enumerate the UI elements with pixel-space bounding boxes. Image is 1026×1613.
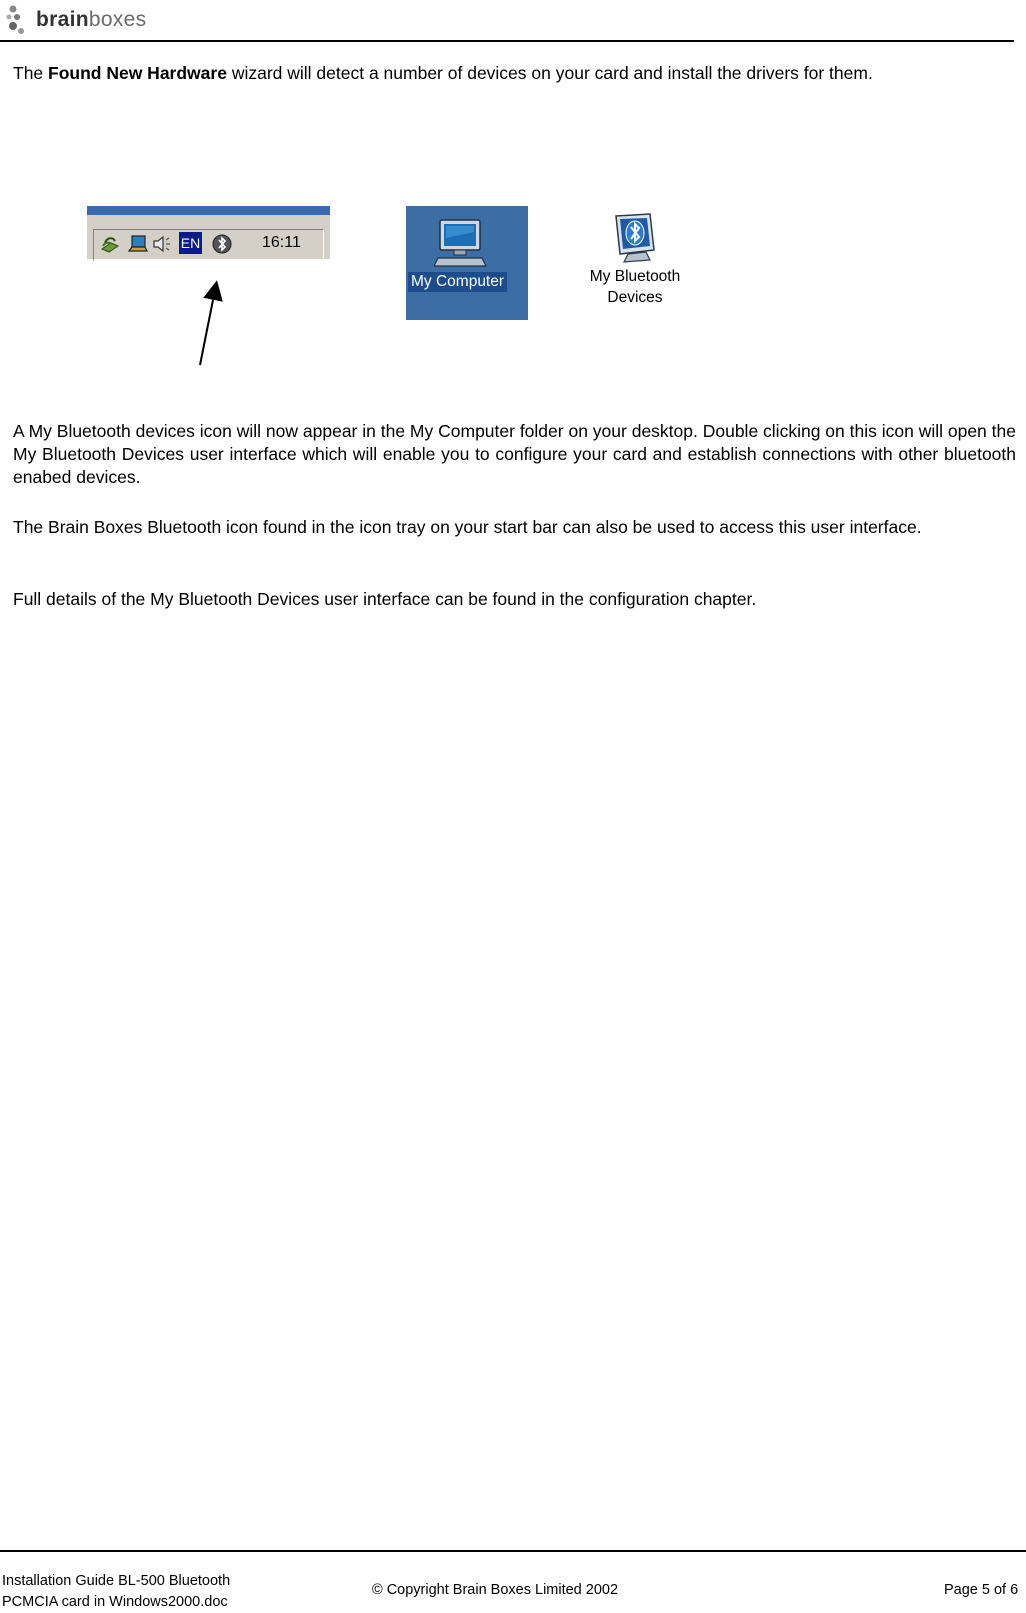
taskbar-tray-screenshot <box>87 206 330 259</box>
network-icon <box>99 233 121 255</box>
logo-text-light: boxes <box>88 8 147 31</box>
p1-prefix: The <box>13 63 44 83</box>
bluetooth-tray-icon[interactable] <box>211 233 233 255</box>
computer-icon <box>434 216 490 272</box>
bluetooth-devices-icon <box>610 210 660 266</box>
bluetooth-icon-paragraph: A My Bluetooth devices icon will now appear in the My Computer folder on your desktop. Double clicking on this icon will open the My Bluetooth Devices user interface which will enable you to configure your card and establish connections with other bluetooth enabed devices. <box>13 421 1016 487</box>
p1-suffix: wizard will detect a number of devices on your card and install the drivers for them. <box>231 63 873 83</box>
my-bluetooth-label-line2: Devices <box>607 289 663 306</box>
my-bluetooth-label-line1: My Bluetooth <box>589 268 681 285</box>
my-computer-desktop-icon[interactable] <box>406 206 528 320</box>
footer-copyright: © Copyright Brain Boxes Limited 2002 <box>372 1582 619 1598</box>
brainboxes-logo <box>4 4 204 36</box>
footer-page-number: Page 5 of 6 <box>944 1582 1019 1598</box>
footer-rule <box>0 1550 1026 1552</box>
my-bluetooth-devices-icon[interactable] <box>575 208 695 314</box>
footer-document-name <box>2 1571 230 1613</box>
found-new-hardware-text: Found New Hardware <box>48 63 227 83</box>
speaker-icon <box>151 233 175 255</box>
tray-clock: 16:11 <box>262 234 301 251</box>
taskbar-top-strip <box>87 206 330 215</box>
header-rule <box>0 40 1014 42</box>
footer-doc-line1: Installation Guide BL-500 Bluetooth <box>2 1573 231 1589</box>
logo-dots-icon <box>4 4 34 36</box>
laptop-icon <box>127 233 149 255</box>
tray-icon-paragraph: The Brain Boxes Bluetooth icon found in the icon tray on your start bar can also be used to access this user interface. <box>13 517 922 537</box>
details-paragraph: Full details of the My Bluetooth Devices user interface can be found in the configuration chapter. <box>13 589 757 609</box>
language-indicator[interactable]: EN <box>179 232 202 254</box>
my-computer-label: My Computer <box>408 272 507 292</box>
intro-paragraph <box>13 62 1016 85</box>
logo-text-bold: brain <box>36 8 89 31</box>
footer-doc-line2: PCMCIA card in Windows2000.doc <box>2 1594 228 1610</box>
pointer-arrow <box>190 280 230 370</box>
taskbar-bar <box>87 215 330 259</box>
